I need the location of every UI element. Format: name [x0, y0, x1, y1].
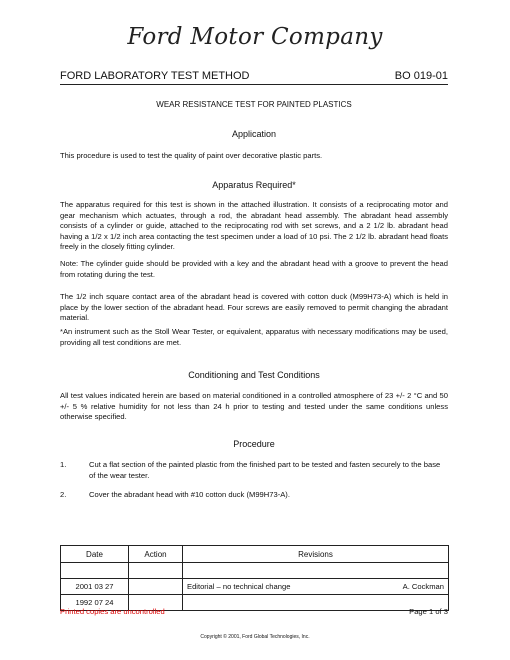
- step-text: Cover the abradant head with #10 cotton duck (M99H73-A).: [89, 490, 290, 499]
- revisions-column-header: Revisions: [183, 546, 449, 563]
- document-number: BO 019-01: [394, 70, 448, 82]
- document-header: [60, 70, 448, 82]
- step-text: Cut a flat section of the painted plastic from the finished part to be tested and fasten securely to the base of the wear tester.: [89, 460, 441, 480]
- uncontrolled-copy-notice: Printed copies are uncontrolled: [60, 607, 165, 616]
- header-title: FORD LABORATORY TEST METHOD: [60, 70, 250, 82]
- ford-logo: Ford Motor Company: [127, 24, 383, 50]
- step-number: 1.: [60, 460, 67, 469]
- author-cell: [380, 563, 449, 579]
- date-column-header: Date: [61, 546, 129, 563]
- revision-cell: [183, 595, 381, 611]
- application-text: This procedure is used to test the quality of paint over decorative plastic parts.: [60, 151, 323, 160]
- page-number: Page 1 of 3: [409, 607, 448, 616]
- document-title: WEAR RESISTANCE TEST FOR PAINTED PLASTICS: [156, 100, 352, 109]
- conditioning-text: All test values indicated herein are based on material conditioned in a controlled atmosphere of 23 +/- 2 °C and 50 +/- 5 % relative humidity for not less than 24 h prior to testing and tested under the same conditions unless otherwise specified.: [60, 391, 448, 422]
- apparatus-note: Note: The cylinder guide should be provided with a key and the abradant head with a groove to prevent the head from rotating during the test.: [60, 259, 448, 279]
- apparatus-paragraph-2: The 1/2 inch square contact area of the abradant head is covered with cotton duck (M99H73-A) which is held in place by the lower section of the abradant head. Four screws are easily removed to permit changing the abradant material.: [60, 292, 448, 323]
- revision-cell: [183, 563, 381, 579]
- application-heading: Application: [231, 129, 277, 139]
- header-rule: [60, 84, 448, 85]
- procedure-step: [60, 460, 448, 481]
- revision-cell: Editorial – no technical change: [183, 579, 381, 595]
- action-cell: [129, 563, 183, 579]
- action-cell: [129, 579, 183, 595]
- author-cell: A. Cockman: [380, 579, 449, 595]
- conditioning-heading: Conditioning and Test Conditions: [188, 370, 320, 380]
- step-number: 2.: [60, 490, 67, 499]
- table-row: [61, 579, 449, 595]
- revisions-table: [60, 545, 449, 611]
- procedure-step: [60, 490, 448, 501]
- date-cell: 2001 03 27: [61, 579, 129, 595]
- date-cell: [61, 563, 129, 579]
- date-cell: 1992 07 24: [61, 595, 129, 611]
- apparatus-heading: Apparatus Required*: [212, 180, 296, 190]
- table-row: [61, 563, 449, 579]
- copyright-notice: Copyright © 2001, Ford Global Technologies, Inc.: [200, 634, 310, 640]
- apparatus-footnote: *An instrument such as the Stoll Wear Tester, or equivalent, apparatus with necessary modifications may be used, providing all test conditions are met.: [60, 327, 448, 347]
- table-header-row: [61, 546, 449, 563]
- apparatus-paragraph: The apparatus required for this test is shown in the attached illustration. It consists of a reciprocating motor and gear mechanism which actuates, through a rod, the abradant head assembly. The abradant head assembly consists of a cylinder or guide, attached to the reciprocating rod with set screws, and a 2 1/2 lb. abradant head having a 1/2 x 1/2 inch area contacting the test specimen under a load of 10 psi. The 2 1/2 lb. abradant head floats freely in the closely fitting cylinder.: [60, 200, 448, 252]
- action-column-header: Action: [129, 546, 183, 563]
- procedure-heading: Procedure: [233, 439, 275, 449]
